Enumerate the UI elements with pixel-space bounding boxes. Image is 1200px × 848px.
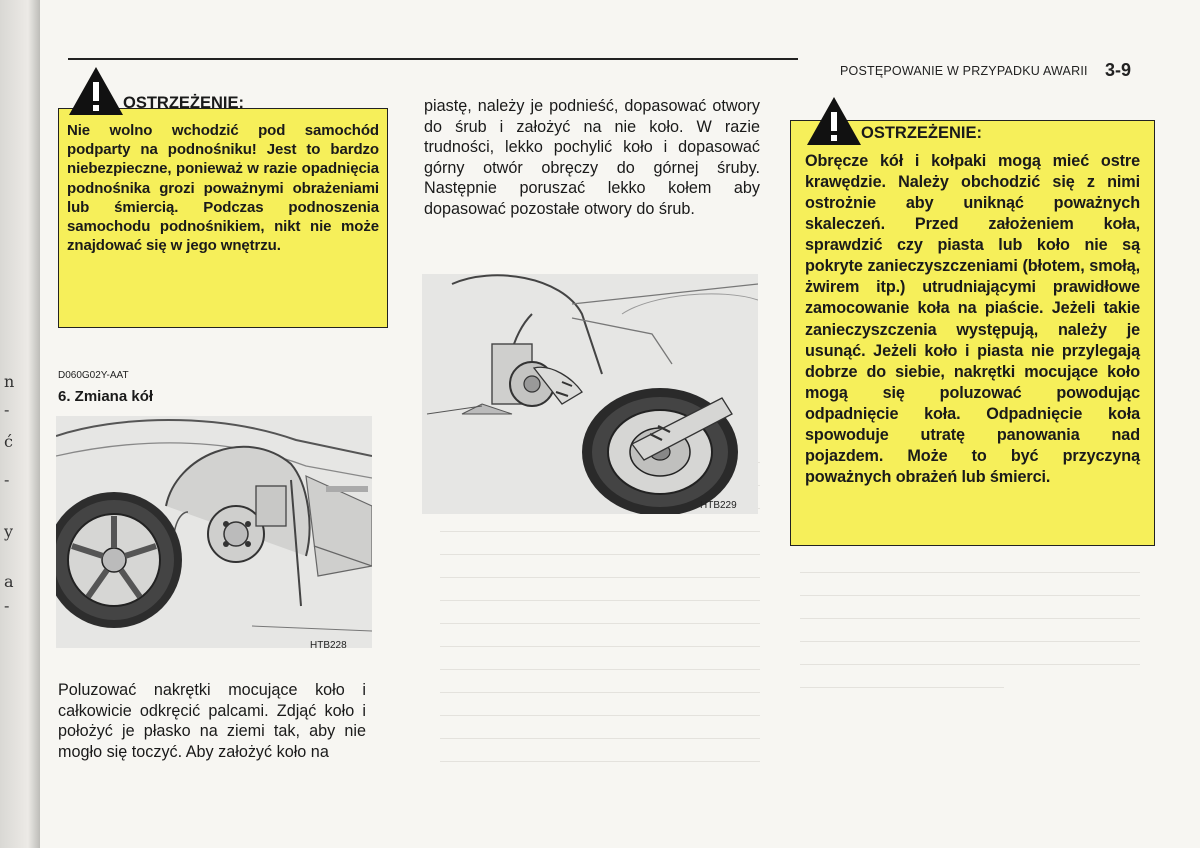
warning-text: Nie wolno wchodzić pod samochód podparty na podnośniku! Jest to bardzo niebezpieczne, ponieważ w razie opadnięcia podnośnika grozi poważnymi obrażeniami lub śmiercią. Podczas podnoszenia samochodu podnośnikiem, nikt nie może znajdować się w jego wnętrzu. xyxy=(67,122,379,255)
warning-title: OSTRZEŻENIE: xyxy=(861,123,983,142)
warning-title-row xyxy=(805,95,1140,147)
wheel-removal-illustration xyxy=(56,416,372,648)
warning-title: OSTRZEŻENIE: xyxy=(123,93,245,112)
wheel-mounting-illustration xyxy=(422,274,758,514)
warning-title-row xyxy=(67,65,379,117)
margin-letter: - xyxy=(4,470,10,489)
page-number: 3-9 xyxy=(1105,60,1132,80)
bleed-through-texture xyxy=(800,560,1140,710)
margin-letter: ć xyxy=(4,432,13,451)
section-code: D060G02Y-AAT xyxy=(58,370,129,381)
warning-box-jack xyxy=(58,93,388,328)
header-rule xyxy=(68,58,798,60)
margin-letter: y xyxy=(4,522,14,541)
body-text-left: Poluzować nakrętki mocujące koło i całkowicie odkręcić palcami. Zdjąć koło i położyć je płasko na ziemi tak, aby nie mogło się toczyć. Aby założyć koło na xyxy=(58,681,366,761)
section-title: POSTĘPOWANIE W PRZYPADKU AWARII xyxy=(840,64,1088,78)
figure-label: HTB229 xyxy=(700,500,737,511)
warning-text: Obręcze kół i kołpaki mogą mieć ostre krawędzie. Należy obchodzić się z nimi ostrożnie aby uniknąć poważnych skaleczeń. Przed założeniem koła, sprawdzić czy piasta lub koło nie są pokryte zanieczyszczeniami (błotem, smołą, żwirem itp.) utrudniającymi prawidłowe zamocowanie koła na piaście. Jeżeli takie zanieczyszczenia występują, należy je usunąć. Jeżeli koło i piasta nie przylegają dobrze do siebie, nakrętki mocujące koło mogą się poluzować powodując odpadnięcie koła. Odpadnięcie koła spowoduje utratę panowania nad pojazdem. Może to być przyczyną poważnych obrażeń lub śmierci. xyxy=(805,152,1140,486)
figure-wheel-removal xyxy=(56,416,372,648)
warning-triangle-icon xyxy=(67,65,125,117)
warning-box-rims xyxy=(790,120,1155,546)
body-text-middle: piastę, należy je podnieść, dopasować otwory do śrub i założyć na nie koło. W razie trudności, lekko pochylić koło i dopasować górny otwór obręczy do górnej śruby. Następnie poruszać lekko kołem aby dopasować pozostałe otwory do śrub. xyxy=(424,97,760,218)
margin-letter: a xyxy=(4,572,14,591)
warning-triangle-icon xyxy=(805,95,863,147)
figure-wheel-mounting xyxy=(422,274,758,514)
margin-letter: - xyxy=(4,400,10,419)
margin-letter: n xyxy=(4,372,15,391)
previous-page-edge xyxy=(0,0,40,848)
figure-label: HTB228 xyxy=(310,640,347,651)
margin-letter: - xyxy=(4,596,10,615)
section-heading: 6. Zmiana kół xyxy=(58,388,154,405)
